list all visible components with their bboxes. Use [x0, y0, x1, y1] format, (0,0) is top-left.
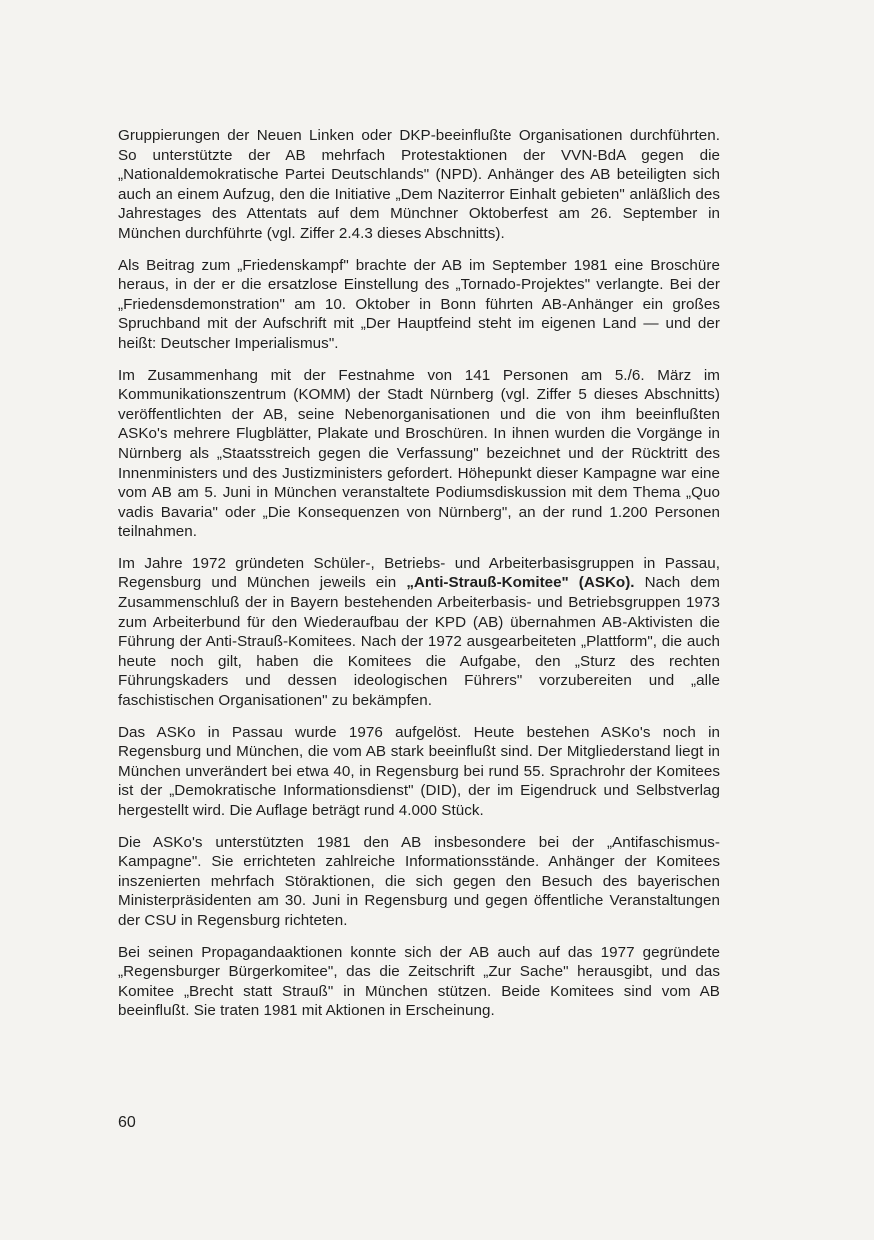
- paragraph-5: Das ASKo in Passau wurde 1976 aufgelöst. Heute bestehen ASKo's noch in Regensburg und München, die vom AB stark beeinflußt sind. Der Mitgliederstand liegt in München unverändert bei etwa 40, in Regensburg bei rund 55. Sprachrohr der Komitees ist der „Demokratische Informationsdienst" (DID), der im Eigendruck und Selbstverlag hergestellt wird. Die Auflage beträgt rund 4.000 Stück.: [118, 723, 720, 819]
- page-number: 60: [118, 1114, 136, 1131]
- asko-heading-term: „Anti-Strauß-Komitee" (ASKo).: [406, 574, 635, 592]
- paragraph-1: Gruppierungen der Neuen Linken oder DKP-beeinflußte Organisationen durchführten. So unterstützte der AB mehrfach Protestaktionen der VVN-BdA gegen die „Nationaldemokratische Partei Deutschlands" (NPD). Anhänger des AB beteiligten sich auch an einem Aufzug, den die Initiative „Dem Naziterror Einhalt gebieten" anläßlich des Jahrestages des Attentats auf dem Münchner Oktoberfest am 26. September in München durchführte (vgl. Ziffer 2.4.3 dieses Abschnitts).: [118, 127, 720, 242]
- paragraph-4-text-before: Im Jahre 1972 gründeten Schüler-, Betriebs- und Arbeiterbasisgruppen in Passau, Regensburg und München jeweils ein: [118, 554, 720, 592]
- paragraph-7: Bei seinen Propagandaaktionen konnte sich der AB auch auf das 1977 gegründete „Regensburger Bürgerkomitee", das die Zeitschrift „Zur Sache" herausgibt, und das Komitee „Brecht statt Strauß" in München stützen. Beide Komitees sind vom AB beeinflußt. Sie traten 1981 mit Aktionen in Erscheinung.: [118, 943, 720, 1020]
- page-content: [118, 126, 720, 1033]
- paragraph-2: Als Beitrag zum „Friedenskampf" brachte der AB im September 1981 eine Broschüre heraus, in der er die ersatzlose Einstellung des „Tornado-Projektes" verlangte. Bei der „Friedensdemonstration" am 10. Oktober in Bonn führten AB-Anhänger ein großes Spruchband mit der Aufschrift mit „Der Hauptfeind steht im eigenen Land — und der heißt: Deutscher Imperialismus".: [118, 256, 720, 352]
- paragraph-4-text-after: Nach dem Zusammenschluß der in Bayern bestehenden Arbeiterbasis- und Betriebsgruppen 1973 zum Arbeiterbund für den Wiederaufbau der KPD (AB) übernahmen AB-Aktivisten die Führung der Anti-Strauß-Komitees. Nach der 1972 ausgearbeiteten „Plattform", die auch heute noch gilt, haben die Komitees die Aufgabe, den „Sturz des rechten Führungskaders und dessen ideologischen Führers" vorzubereiten und „alle faschistischen Organisationen" zu bekämpfen.: [118, 574, 720, 710]
- paragraph-3: Im Zusammenhang mit der Festnahme von 141 Personen am 5./6. März im Kommunikationszentrum (KOMM) der Stadt Nürnberg (vgl. Ziffer 5 dieses Abschnitts) veröffentlichten der AB, seine Nebenorganisationen und die von ihm beeinflußten ASKo's mehrere Flugblätter, Plakate und Broschüren. In ihnen wurden die Vorgänge in Nürnberg als „Staatsstreich gegen die Verfassung" bezeichnet und der Rücktritt des Innenministers und des Justizministers gefordert. Höhepunkt dieser Kampagne war eine vom AB am 5. Juni in München veranstaltete Podiumsdiskussion mit dem Thema „Quo vadis Bavaria" oder „Die Konsequenzen von Nürnberg", an der rund 1.200 Personen teilnahmen.: [118, 366, 720, 541]
- paragraph-6: Die ASKo's unterstützten 1981 den AB insbesondere bei der „Antifaschismus-Kampagne". Sie errichteten zahlreiche Informationsstände. Anhänger der Komitees inszenierten mehrfach Störaktionen, die sich gegen den Besuch des bayerischen Ministerpräsidenten am 30. Juni in Regensburg und gegen öffentliche Veranstaltungen der CSU in Regensburg richteten.: [118, 833, 720, 929]
- paragraph-4: [118, 554, 720, 711]
